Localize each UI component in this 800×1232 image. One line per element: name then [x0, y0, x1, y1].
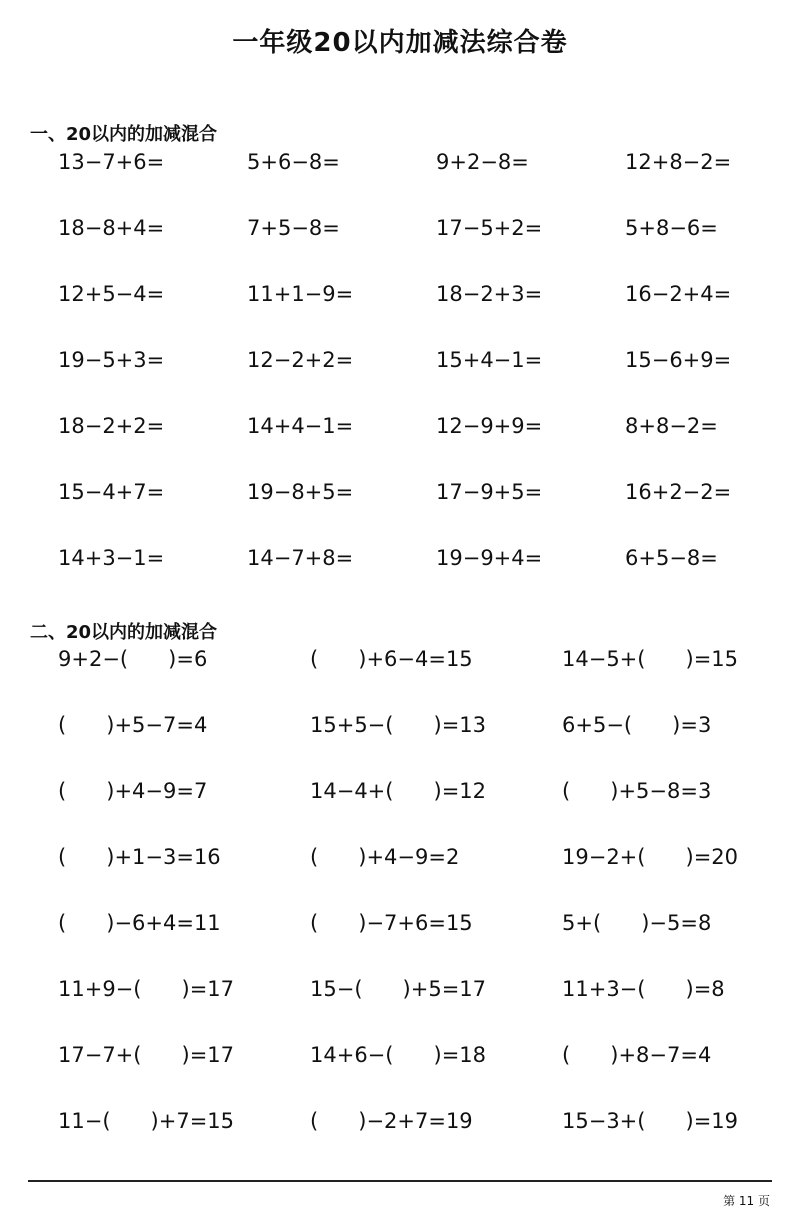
math-problem: 18−2+2=: [58, 414, 165, 438]
math-problem: 17−7+( )=17: [58, 1043, 235, 1067]
math-problem: ( )+8−7=4: [562, 1043, 712, 1067]
math-problem: 6+5−8=: [625, 546, 718, 570]
math-problem: 12−2+2=: [247, 348, 354, 372]
math-problem: ( )+4−9=2: [310, 845, 460, 869]
section-2-heading: 二、20以内的加减混合: [30, 622, 218, 643]
math-problem: 14+6−( )=18: [310, 1043, 487, 1067]
math-problem: 5+6−8=: [247, 150, 340, 174]
math-problem: 15−6+9=: [625, 348, 732, 372]
math-problem: 14+4−1=: [247, 414, 354, 438]
math-problem: 18−8+4=: [58, 216, 165, 240]
math-problem: ( )+4−9=7: [58, 779, 208, 803]
math-problem: 6+5−( )=3: [562, 713, 712, 737]
math-problem: 11−( )+7=15: [58, 1109, 235, 1133]
math-problem: ( )+6−4=15: [310, 647, 473, 671]
math-problem: 16−2+4=: [625, 282, 732, 306]
math-problem: 11+3−( )=8: [562, 977, 725, 1001]
math-problem: 5+( )−5=8: [562, 911, 712, 935]
math-problem: ( )−2+7=19: [310, 1109, 473, 1133]
math-problem: 14−4+( )=12: [310, 779, 487, 803]
math-problem: 18−2+3=: [436, 282, 543, 306]
math-problem: 16+2−2=: [625, 480, 732, 504]
math-problem: 12+8−2=: [625, 150, 732, 174]
math-problem: 15−3+( )=19: [562, 1109, 739, 1133]
math-problem: 9+2−( )=6: [58, 647, 208, 671]
math-problem: 12+5−4=: [58, 282, 165, 306]
math-problem: 19−8+5=: [247, 480, 354, 504]
footer-divider: [28, 1180, 772, 1182]
math-problem: 8+8−2=: [625, 414, 718, 438]
section-1-heading: 一、20以内的加减混合: [30, 124, 218, 145]
math-problem: ( )−6+4=11: [58, 911, 221, 935]
math-problem: 9+2−8=: [436, 150, 529, 174]
math-problem: 15−4+7=: [58, 480, 165, 504]
math-problem: ( )+5−8=3: [562, 779, 712, 803]
math-problem: 14+3−1=: [58, 546, 165, 570]
math-problem: 15+4−1=: [436, 348, 543, 372]
math-problem: 15+5−( )=13: [310, 713, 487, 737]
math-problem: 19−2+( )=20: [562, 845, 739, 869]
math-problem: 19−9+4=: [436, 546, 543, 570]
page-number: 第 11 页: [723, 1194, 770, 1208]
math-problem: 17−9+5=: [436, 480, 543, 504]
math-problem: 12−9+9=: [436, 414, 543, 438]
math-problem: 11+1−9=: [247, 282, 354, 306]
math-problem: 5+8−6=: [625, 216, 718, 240]
math-problem: 13−7+6=: [58, 150, 165, 174]
math-problem: ( )+1−3=16: [58, 845, 221, 869]
math-problem: 14−5+( )=15: [562, 647, 739, 671]
math-problem: 14−7+8=: [247, 546, 354, 570]
math-problem: 11+9−( )=17: [58, 977, 235, 1001]
math-problem: 17−5+2=: [436, 216, 543, 240]
math-problem: 7+5−8=: [247, 216, 340, 240]
math-problem: 15−( )+5=17: [310, 977, 487, 1001]
page-title: 一年级20以内加减法综合卷: [232, 28, 568, 58]
math-problem: ( )+5−7=4: [58, 713, 208, 737]
math-problem: 19−5+3=: [58, 348, 165, 372]
math-problem: ( )−7+6=15: [310, 911, 473, 935]
